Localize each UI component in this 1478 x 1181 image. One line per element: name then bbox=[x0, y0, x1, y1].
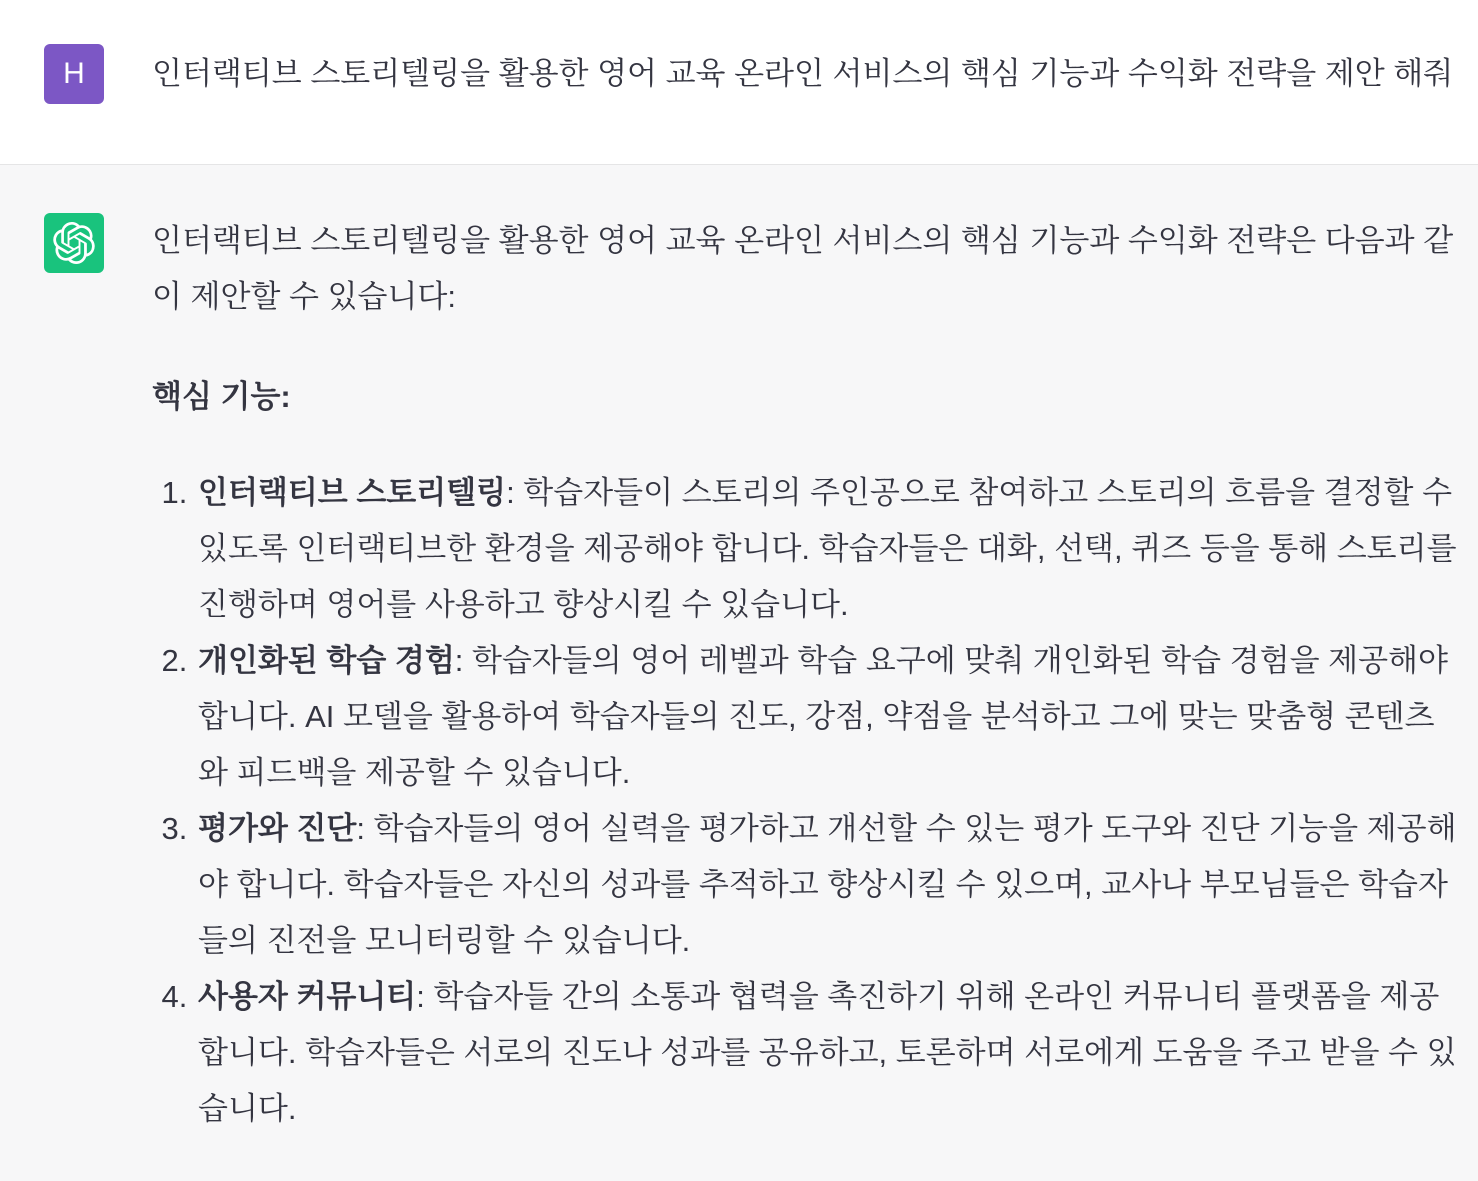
list-item-body: : 학습자들 간의 소통과 협력을 촉진하기 위해 온라인 커뮤니티 플랫폼을 제공합니다. 학습자들은 서로의 진도나 성과를 공유하고, 토론하며 서로에게 도움을 주고 받을 수 있습니다. bbox=[198, 979, 1457, 1126]
list-item bbox=[196, 465, 1458, 633]
list-item-body: : 학습자들이 스토리의 주인공으로 참여하고 스토리의 흐름을 결정할 수 있도록 인터랙티브한 환경을 제공해야 합니다. 학습자들은 대화, 선택, 퀴즈 등을 통해 스토리를 진행하며 영어를 사용하고 향상시킬 수 있습니다. bbox=[198, 475, 1457, 622]
list-item-body: : 학습자들의 영어 실력을 평가하고 개선할 수 있는 평가 도구와 진단 기능을 제공해야 합니다. 학습자들은 자신의 성과를 추적하고 향상시킬 수 있으며, 교사나 부모님들은 학습자들의 진전을 모니터링할 수 있습니다. bbox=[198, 811, 1457, 958]
user-avatar-initial: H bbox=[63, 57, 85, 90]
list-item bbox=[196, 801, 1458, 969]
list-item bbox=[196, 633, 1458, 801]
list-item-title: 인터랙티브 스토리텔링 bbox=[198, 475, 507, 510]
assistant-intro-paragraph: 인터랙티브 스토리텔링을 활용한 영어 교육 온라인 서비스의 핵심 기능과 수익화 전략은 다음과 같이 제안할 수 있습니다: bbox=[152, 223, 1454, 314]
section-heading: 핵심 기능: bbox=[152, 379, 291, 414]
list-item-title: 평가와 진단 bbox=[198, 811, 357, 846]
list-item-title: 개인화된 학습 경험 bbox=[198, 643, 455, 678]
assistant-message-content bbox=[152, 213, 1458, 1137]
list-item-title: 사용자 커뮤니티 bbox=[198, 979, 417, 1014]
list-item-body: : 학습자들의 영어 레벨과 학습 요구에 맞춰 개인화된 학습 경험을 제공해야 합니다. AI 모델을 활용하여 학습자들의 진도, 강점, 약점을 분석하고 그에 맞는 맞춤형 콘텐츠와 피드백을 제공할 수 있습니다. bbox=[198, 643, 1448, 790]
core-features-list bbox=[152, 465, 1458, 1137]
user-message-text: 인터랙티브 스토리텔링을 활용한 영어 교육 온라인 서비스의 핵심 기능과 수익화 전략을 제안 해줘 bbox=[152, 56, 1454, 91]
assistant-avatar bbox=[44, 213, 104, 273]
assistant-message-turn bbox=[0, 164, 1478, 1181]
list-item bbox=[196, 969, 1458, 1137]
user-avatar bbox=[44, 44, 104, 104]
openai-logo-icon bbox=[53, 222, 95, 264]
user-message-turn bbox=[0, 0, 1478, 164]
user-message-content bbox=[152, 44, 1458, 102]
